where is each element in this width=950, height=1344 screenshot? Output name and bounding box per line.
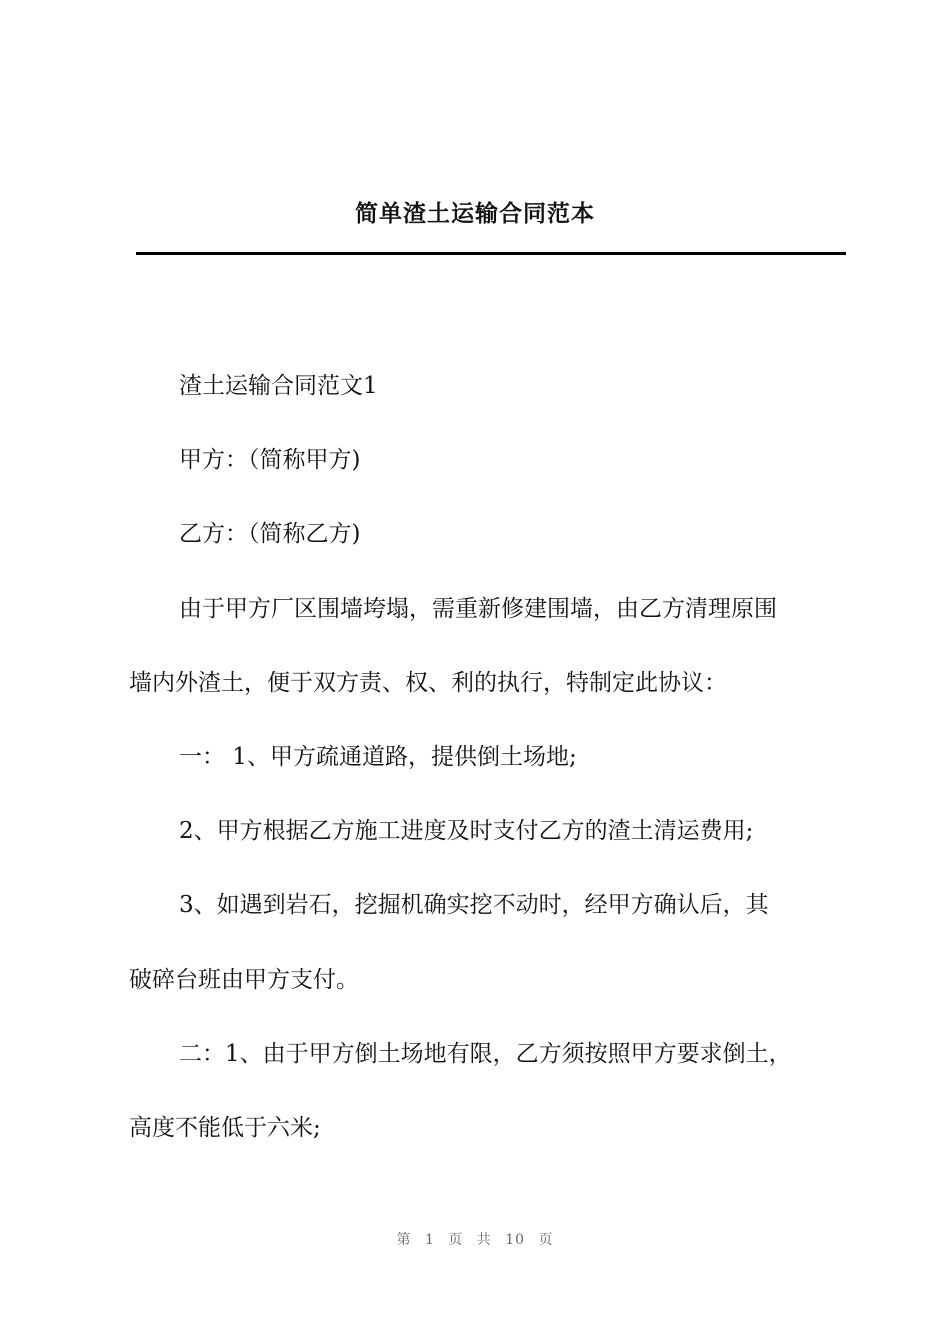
title-underline [136,252,846,255]
paragraph-line: 墙内外渣土，便于双方责、权、利的执行，特制定此协议： [129,669,727,696]
paragraph-line: 由于甲方厂区围墙垮塌，需重新修建围墙，由乙方清理原围 [179,595,777,622]
clause-line: 高度不能低于六米; [129,1114,321,1141]
section-heading: 渣土运输合同范文1 [179,373,378,399]
party-b-line: 乙方：（简称乙方) [179,521,361,548]
document-title: 简单渣土运输合同范本 [355,201,595,227]
page-number-footer: 第 1 页 共 10 页 [396,1232,554,1248]
clause-line: 二：1、由于甲方倒土场地有限，乙方须按照甲方要求倒土， [179,1040,792,1067]
clause-line: 2、甲方根据乙方施工进度及时支付乙方的渣土清运费用; [179,818,754,845]
clause-line: 3、如遇到岩石，挖掘机确实挖不动时，经甲方确认后，其 [179,892,769,919]
clause-line: 一： 1、甲方疏通道路，提供倒土场地; [179,743,577,770]
party-a-line: 甲方：（简称甲方) [179,447,361,474]
document-body [129,349,845,1165]
clause-line: 破碎台班由甲方支付。 [129,966,359,993]
